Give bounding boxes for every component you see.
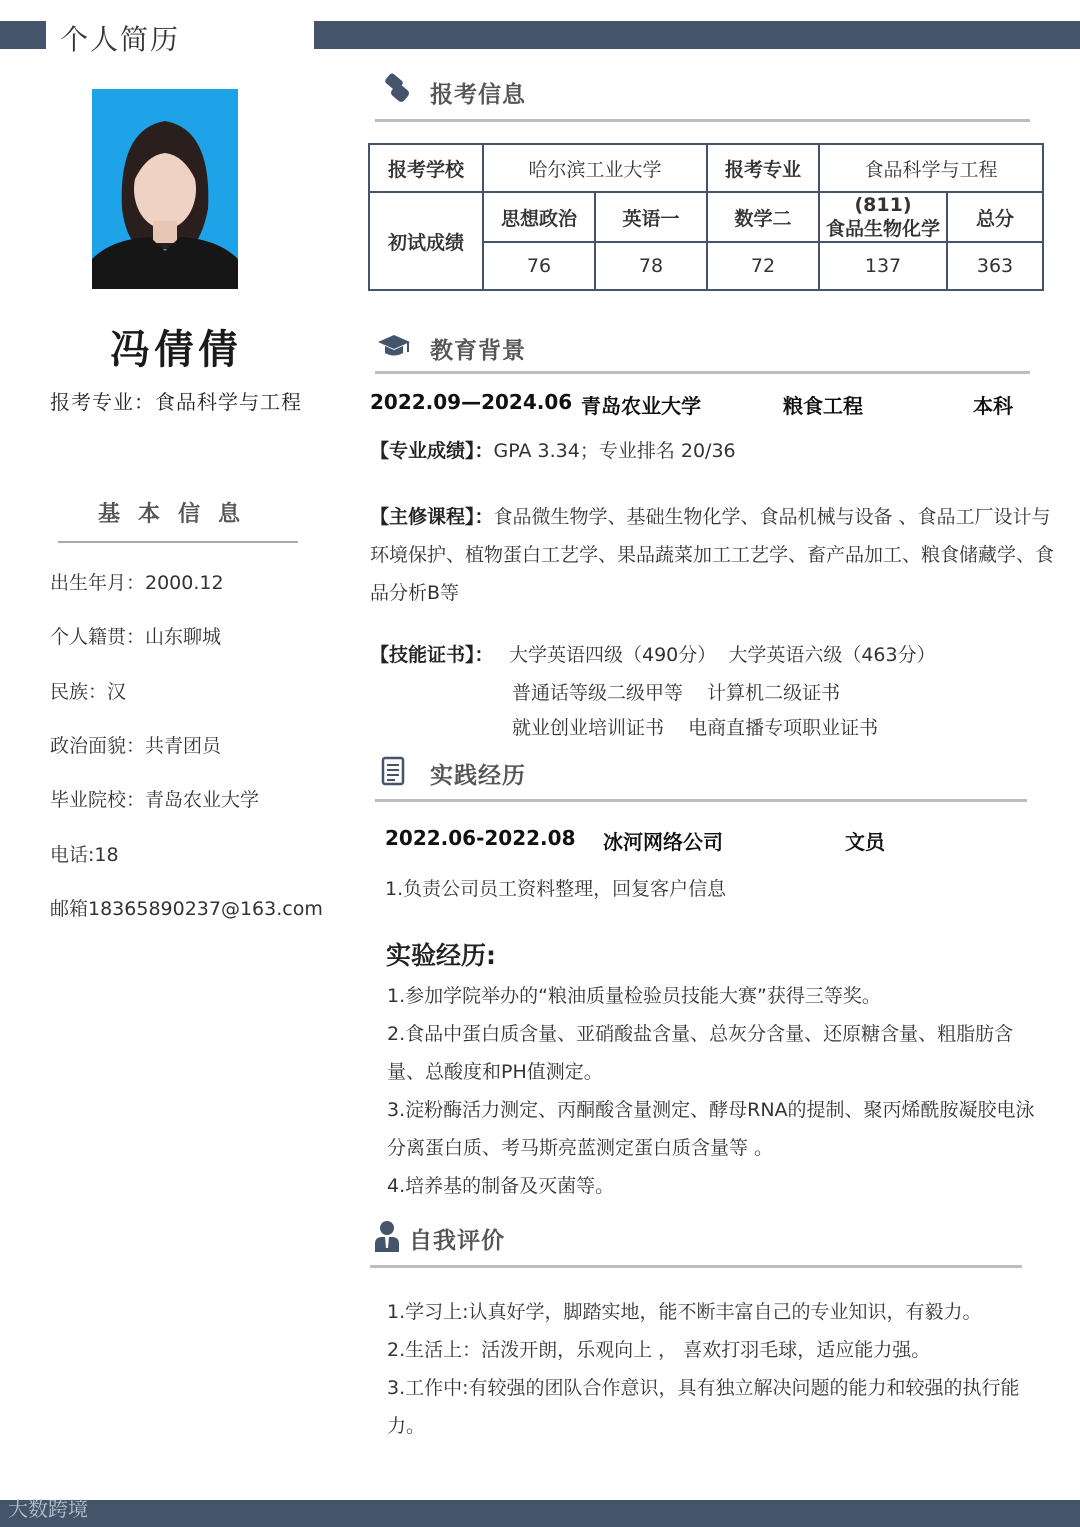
- experiment-item: 3.淀粉酶活力测定、丙酮酸含量测定、酵母RNA的提制、聚丙烯酰胺凝胶电泳分离蛋白质、考马斯亮蓝测定蛋白质含量等 。: [387, 1099, 1035, 1159]
- divider: [370, 1265, 1022, 1268]
- info-ethnicity: 民族：汉: [50, 681, 127, 703]
- practice-duty: 1.负责公司员工资料整理，回复客户信息: [385, 878, 727, 900]
- info-political: 政治面貌：共青团员: [50, 735, 222, 757]
- info-birth: 出生年月：2000.12: [50, 572, 224, 594]
- candidate-name: 冯倩倩: [110, 327, 242, 373]
- score-value: 76: [483, 242, 595, 290]
- major-value: 食品科学与工程: [819, 144, 1043, 192]
- footer-bar: [0, 1500, 1080, 1527]
- practice-company: 冰河网络公司: [603, 830, 723, 854]
- self-eval-list: [387, 1293, 1047, 1445]
- courses-paragraph: [370, 498, 1060, 612]
- gpa-line: [370, 432, 1060, 470]
- cert-line: 普通话等级二级甲等 计算机二级证书: [512, 682, 841, 704]
- divider: [375, 119, 1030, 122]
- experiment-title: 实验经历:: [386, 941, 496, 970]
- practice-period: 2022.06-2022.08: [385, 826, 576, 850]
- subject-politics: 思想政治: [483, 192, 595, 242]
- school-label: 报考学校: [369, 144, 483, 192]
- edu-degree: 本科: [973, 394, 1013, 418]
- education-section-title: 教育背景: [430, 338, 526, 364]
- self-eval-section-title: 自我评价: [409, 1228, 505, 1254]
- cert-line: 就业创业培训证书 电商直播专项职业证书: [512, 717, 879, 739]
- edu-school: 青岛农业大学: [581, 394, 701, 418]
- header-bar-left: [0, 21, 46, 49]
- basic-info-title: 基本信息: [97, 502, 258, 527]
- score-value: 78: [595, 242, 707, 290]
- subject-code: (811): [854, 194, 912, 216]
- courses-text: 食品微生物学、基础生物化学、食品机械与设备 、食品工厂设计与环境保护、植物蛋白工艺学、果品蔬菜加工工艺学、畜产品加工、粮食储藏学、食品分析B等: [370, 506, 1055, 604]
- experiment-item: 1.参加学院举办的“粮油质量检验员技能大赛”获得三等奖。: [387, 985, 881, 1007]
- info-email: 邮箱18365890237@163.com: [50, 898, 323, 920]
- courses-label: 【主修课程】：: [370, 506, 494, 528]
- score-table: [368, 143, 1044, 291]
- person-silhouette-icon: [92, 89, 238, 289]
- school-value: 哈尔滨工业大学: [483, 144, 707, 192]
- subject-biochem: [819, 192, 947, 242]
- score-value: 137: [819, 242, 947, 290]
- score-value: 363: [947, 242, 1043, 290]
- practice-section-title: 实践经历: [430, 763, 526, 789]
- divider: [375, 799, 1027, 802]
- watermark: 大数跨境: [8, 1497, 88, 1521]
- user-icon: [372, 1220, 408, 1252]
- document-title: 个人简历: [60, 23, 181, 56]
- experiment-item: 4.培养基的制备及灭菌等。: [387, 1175, 615, 1197]
- major-label: 报考专业: [707, 144, 819, 192]
- score-value: 72: [707, 242, 819, 290]
- application-section-title: 报考信息: [430, 82, 526, 108]
- subject-math: 数学二: [707, 192, 819, 242]
- subject-total: 总分: [947, 192, 1043, 242]
- application-icon: [380, 72, 416, 104]
- info-school: 毕业院校：青岛农业大学: [50, 789, 260, 811]
- score-label: 初试成绩: [369, 192, 483, 290]
- cert-line: 大学英语四级（490分） 大学英语六级（463分）: [509, 644, 936, 666]
- info-phone: 电话:18: [50, 844, 119, 866]
- subject-name: 食品生物化学: [825, 218, 940, 240]
- edu-period: 2022.09—2024.06: [370, 390, 573, 414]
- info-hometown: 个人籍贯：山东聊城: [50, 626, 222, 648]
- self-eval-item: 3.工作中:有较强的团队合作意识，具有独立解决问题的能力和较强的执行能力。: [387, 1377, 1020, 1437]
- edu-major: 粮食工程: [783, 394, 863, 418]
- gpa-label: 【专业成绩】：: [370, 440, 494, 462]
- graduation-cap-icon: [376, 332, 412, 364]
- header-bar-right: [314, 21, 1080, 49]
- practice-role: 文员: [845, 830, 885, 854]
- divider: [375, 371, 1030, 374]
- experiment-list: [387, 977, 1047, 1205]
- gpa-text: GPA 3.34；专业排名 20/36: [493, 440, 736, 462]
- self-eval-item: 1.学习上:认真好学，脚踏实地，能不断丰富自己的专业知识，有毅力。: [387, 1301, 982, 1323]
- self-eval-item: 2.生活上：活泼开朗，乐观向上 ， 喜欢打羽毛球，适应能力强。: [387, 1339, 931, 1361]
- experiment-item: 2.食品中蛋白质含量、亚硝酸盐含量、总灰分含量、还原糖含量、粗脂肪含量、总酸度和PH值测定。: [387, 1023, 1014, 1083]
- document-icon: [380, 756, 416, 788]
- profile-photo: [92, 89, 238, 289]
- certs-label: 【技能证书】：: [370, 644, 494, 666]
- target-major: 报考专业：食品科学与工程: [50, 390, 302, 414]
- divider: [58, 541, 298, 543]
- subject-english: 英语一: [595, 192, 707, 242]
